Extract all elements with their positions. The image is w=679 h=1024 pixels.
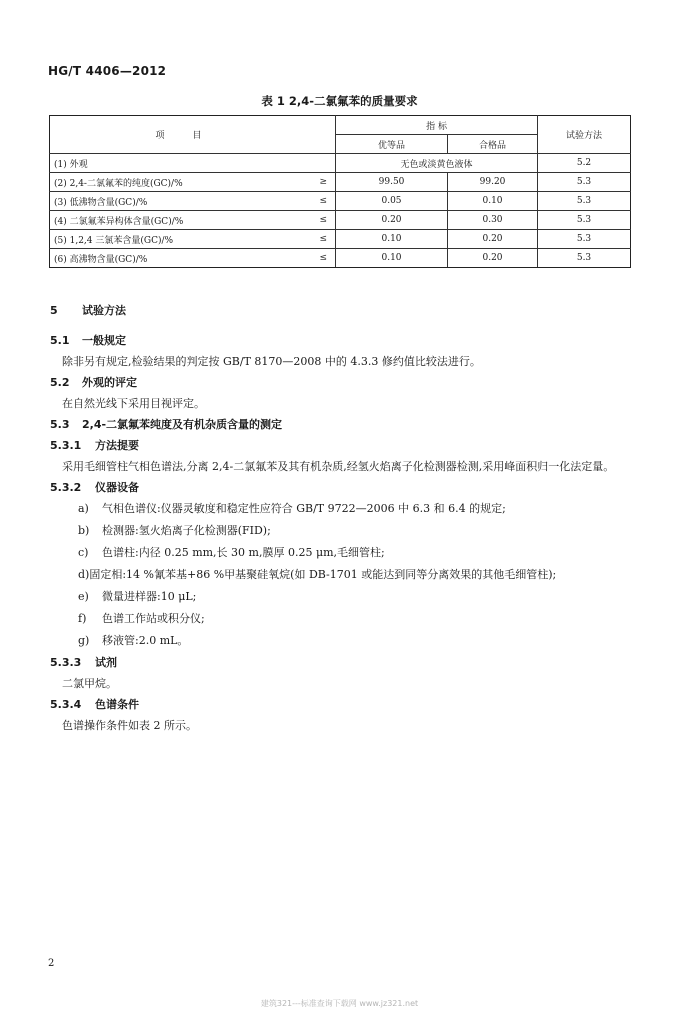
section-number: 5.3 [50, 418, 70, 431]
list-label: e) [78, 590, 89, 603]
header-grade-qualified: 合格品 [448, 135, 538, 154]
section-title: 方法提要 [95, 439, 139, 452]
row-value-premium: 99.50 [336, 173, 448, 192]
row-value-premium: 0.10 [336, 249, 448, 268]
table-row [50, 154, 631, 173]
row-item: (4) 二氯氟苯异构体含量(GC)/% [50, 211, 312, 230]
list-text: 微量进样器:10 μL; [102, 590, 197, 603]
section-number: 5.3.4 [50, 698, 82, 711]
list-item [50, 564, 640, 586]
section-title: 试剂 [95, 656, 117, 669]
row-value-premium: 0.20 [336, 211, 448, 230]
row-merged-value: 无色或淡黄色液体 [336, 154, 538, 173]
list-label: d) [78, 568, 90, 581]
list-item [50, 498, 640, 520]
section-title: 外观的评定 [82, 376, 137, 389]
row-value-qualified: 0.10 [448, 192, 538, 211]
row-method: 5.3 [538, 230, 631, 249]
header-item: 项目 [50, 116, 336, 154]
list-label: c) [78, 546, 89, 559]
watermark: 建筑321---标准查询下载网 www.jz321.net [260, 999, 419, 1008]
list-label: b) [78, 524, 90, 537]
row-symbol: ≥ [312, 173, 336, 192]
table-header-row [50, 116, 631, 135]
section-title: 试验方法 [82, 304, 126, 317]
row-value-qualified: 0.20 [448, 249, 538, 268]
row-symbol: ≤ [312, 211, 336, 230]
list-label: f) [78, 612, 87, 625]
table-row [50, 192, 631, 211]
row-symbol: ≤ [312, 249, 336, 268]
section-heading-5-3-1 [50, 435, 640, 456]
row-method: 5.3 [538, 211, 631, 230]
paragraph: 在自然光线下采用目视评定。 [62, 397, 205, 410]
list-item [50, 630, 640, 652]
list-text: 气相色谱仪:仪器灵敏度和稳定性应符合 GB/T 9722—2006 中 6.3 和 6.4 的规定; [102, 502, 506, 515]
table-row [50, 249, 631, 268]
section-number: 5.3.3 [50, 656, 82, 669]
row-method: 5.3 [538, 192, 631, 211]
row-value-premium: 0.10 [336, 230, 448, 249]
row-value-qualified: 0.30 [448, 211, 538, 230]
list-item [50, 542, 640, 564]
row-value-qualified: 99.20 [448, 173, 538, 192]
row-symbol: ≤ [312, 230, 336, 249]
list-text: 色谱工作站或积分仪; [102, 612, 205, 625]
header-method: 试验方法 [538, 116, 631, 154]
row-item: (3) 低沸物含量(GC)/% [50, 192, 312, 211]
header-grade-premium: 优等品 [336, 135, 448, 154]
table-title: 表 1 2,4-二氯氟苯的质量要求 [261, 94, 418, 108]
quality-requirements-table [49, 115, 631, 268]
paragraph: 色谱操作条件如表 2 所示。 [62, 719, 197, 732]
row-method: 5.2 [538, 154, 631, 173]
section-number: 5 [50, 304, 58, 317]
section-number: 5.3.1 [50, 439, 82, 452]
section-number: 5.2 [50, 376, 70, 389]
paragraph: 二氯甲烷。 [62, 677, 117, 690]
list-text: 移液管:2.0 mL。 [102, 634, 189, 647]
section-title: 色谱条件 [95, 698, 139, 711]
header-index: 指 标 [336, 116, 538, 135]
section-heading-5-3 [50, 414, 640, 435]
section-title: 仪器设备 [95, 481, 139, 494]
list-text: 检测器:氢火焰离子化检测器(FID); [102, 524, 271, 537]
section-number: 5.3.2 [50, 481, 82, 494]
row-value-qualified: 0.20 [448, 230, 538, 249]
list-label: g) [78, 634, 90, 647]
section-number: 5.1 [50, 334, 70, 347]
list-text: 固定相:14 %氰苯基+86 %甲基聚硅氧烷(如 DB-1701 或能达到同等分离效果的其他毛细管柱); [89, 568, 557, 581]
standard-code: HG/T 4406—2012 [48, 64, 167, 78]
paragraph: 采用毛细管柱气相色谱法,分离 2,4-二氯氟苯及其有机杂质,经氢火焰离子化检测器检测,采用峰面积归一化法定量。 [62, 460, 615, 473]
list-label: a) [78, 502, 89, 515]
row-method: 5.3 [538, 173, 631, 192]
section-title: 一般规定 [82, 334, 126, 347]
section-heading-5-3-3 [50, 652, 640, 673]
paragraph: 除非另有规定,检验结果的判定按 GB/T 8170—2008 中的 4.3.3 修约值比较法进行。 [62, 355, 481, 368]
list-item [50, 608, 640, 630]
document-body [50, 300, 640, 736]
row-item: (6) 高沸物含量(GC)/% [50, 249, 312, 268]
row-symbol: ≤ [312, 192, 336, 211]
row-item: (5) 1,2,4 三氯苯含量(GC)/% [50, 230, 312, 249]
table-row [50, 211, 631, 230]
section-title: 2,4-二氯氟苯纯度及有机杂质含量的测定 [82, 418, 283, 431]
row-value-premium: 0.05 [336, 192, 448, 211]
row-item: (2) 2,4-二氯氟苯的纯度(GC)/% [50, 173, 312, 192]
section-heading-5 [50, 300, 640, 322]
list-text: 色谱柱:内径 0.25 mm,长 30 m,膜厚 0.25 μm,毛细管柱; [102, 546, 385, 559]
table-row [50, 230, 631, 249]
list-item [50, 520, 640, 542]
section-heading-5-3-2 [50, 477, 640, 498]
list-item [50, 586, 640, 608]
section-heading-5-3-4 [50, 694, 640, 715]
section-heading-5-1 [50, 330, 640, 351]
row-item: (1) 外观 [50, 154, 336, 173]
page-number: 2 [48, 958, 55, 969]
row-method: 5.3 [538, 249, 631, 268]
section-heading-5-2 [50, 372, 640, 393]
table-row [50, 173, 631, 192]
